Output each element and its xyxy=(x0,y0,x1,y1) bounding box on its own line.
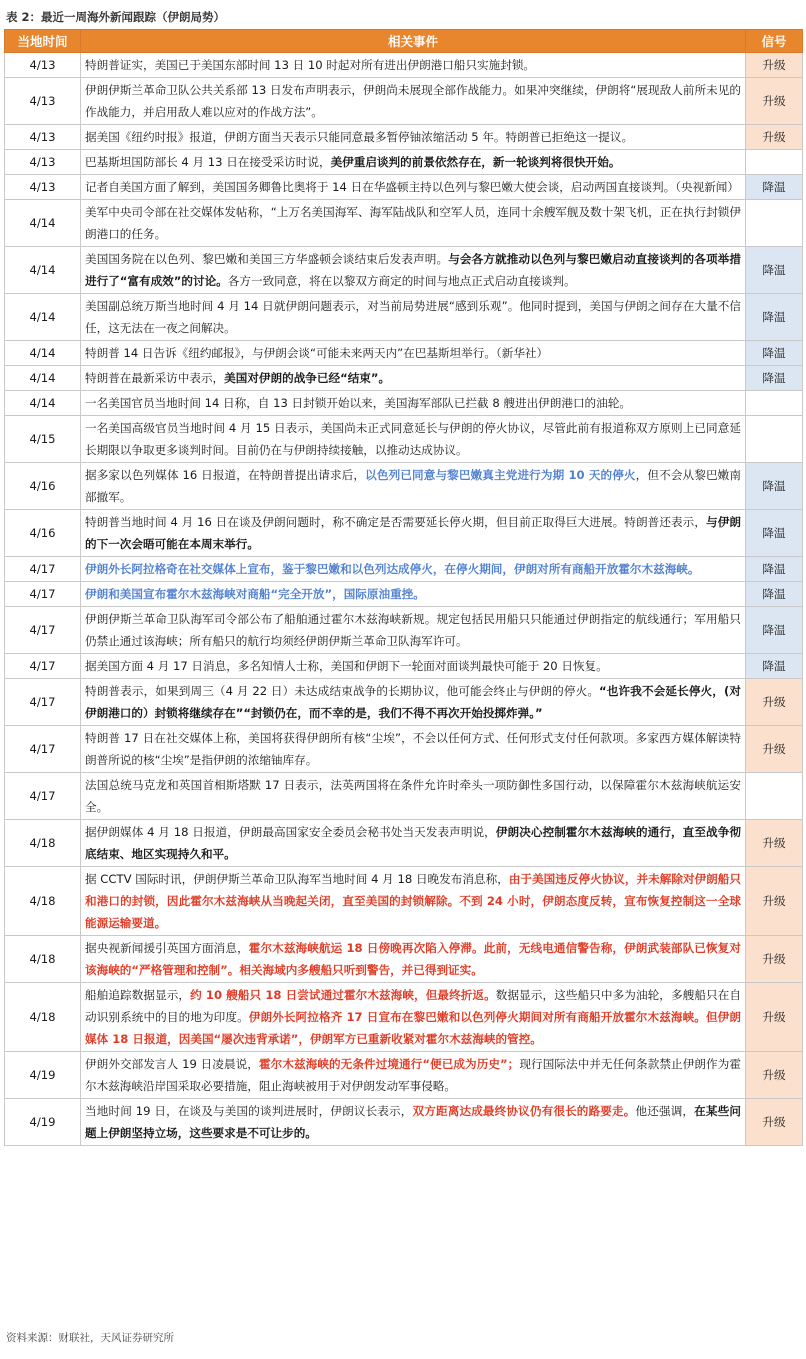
row-date: 4/17 xyxy=(5,773,81,820)
signal-badge: 降温 xyxy=(746,463,803,510)
signal-badge xyxy=(746,391,803,416)
table-row xyxy=(5,679,803,726)
event-text: 特朗普 17 日在社交媒体上称，美国将获得伊朗所有核“尘埃”，不会以任何方式、任何形式支付任何款项。多家西方媒体解读特朗普所说的核“尘埃”是指伊朗的浓缩铀库存。 xyxy=(85,731,741,767)
row-date: 4/19 xyxy=(5,1052,81,1099)
row-event xyxy=(81,867,746,936)
event-text: 据 CCTV 国际时讯，伊朗伊斯兰革命卫队海军当地时间 4 月 18 日晚发布消息称， xyxy=(85,872,509,886)
event-text: 霍尔木兹海峡的无条件过境通行“便已成为历史”； xyxy=(258,1057,520,1071)
signal-badge: 升级 xyxy=(746,936,803,983)
row-event xyxy=(81,247,746,294)
event-text: 记者自美国方面了解到，美国国务卿鲁比奥将于 14 日在华盛顿主持以色列与黎巴嫩大使会谈，启动两国直接谈判。（央视新闻） xyxy=(85,180,739,194)
row-event xyxy=(81,53,746,78)
table-row xyxy=(5,1099,803,1146)
table-row xyxy=(5,867,803,936)
table-row xyxy=(5,510,803,557)
row-event xyxy=(81,773,746,820)
row-event xyxy=(81,510,746,557)
event-text: 特朗普当地时间 4 月 16 日在谈及伊朗问题时，称不确定是否需要延长停火期，但目前正取得巨大进展。特朗普还表示， xyxy=(85,515,707,529)
event-text: 据伊朗媒体 4 月 18 日报道，伊朗最高国家安全委员会秘书处当天发表声明说， xyxy=(85,825,496,839)
signal-badge xyxy=(746,200,803,247)
row-event xyxy=(81,150,746,175)
table-row xyxy=(5,200,803,247)
table-row xyxy=(5,983,803,1052)
row-date: 4/13 xyxy=(5,150,81,175)
row-event xyxy=(81,366,746,391)
row-event xyxy=(81,582,746,607)
row-date: 4/14 xyxy=(5,247,81,294)
event-text: 特朗普证实，美国已于美国东部时间 13 日 10 时起对所有进出伊朗港口船只实施封锁。 xyxy=(85,58,536,72)
table-row xyxy=(5,607,803,654)
table-row xyxy=(5,391,803,416)
event-text: 由于美国违反停火协议，并未解除对伊朗船只和港口的封锁，因此霍尔木兹海峡从当晚起关闭，直至美国的封锁解除。不到 24 小时，伊朗态度反转，宣布恢复控制这一全球能源运输要道。 xyxy=(85,872,741,930)
event-text: 霍尔木兹海峡航运 18 日傍晚再次陷入停滞。此前，无线电通信警告称，伊朗武装部队已恢复对该海峡的“严格管理和控制”。相关海域内多艘船只听到警告，并已得到证实。 xyxy=(85,941,741,977)
event-text: 以色列已同意与黎巴嫩真主党进行为期 10 天的停火 xyxy=(365,468,636,482)
signal-badge: 升级 xyxy=(746,726,803,773)
row-date: 4/19 xyxy=(5,1099,81,1146)
row-date: 4/18 xyxy=(5,867,81,936)
event-text: 伊朗外交部发言人 19 日凌晨说， xyxy=(85,1057,259,1071)
row-event xyxy=(81,607,746,654)
event-text: 巴基斯坦国防部长 4 月 13 日在接受采访时说， xyxy=(85,155,331,169)
event-text: 美国副总统万斯当地时间 4 月 14 日就伊朗问题表示，对当前局势进展“感到乐观”。他同时提到，美国与伊朗之间存在大量不信任，这无法在一夜之间解决。 xyxy=(85,299,741,335)
row-date: 4/17 xyxy=(5,679,81,726)
table-row xyxy=(5,936,803,983)
table-row xyxy=(5,247,803,294)
table-row xyxy=(5,557,803,582)
signal-badge: 降温 xyxy=(746,175,803,200)
table-caption: 表 2：最近一周海外新闻跟踪（伊朗局势） xyxy=(6,10,226,24)
event-text: 约 10 艘船只 18 日尝试通过霍尔木兹海峡，但最终折返。 xyxy=(190,988,496,1002)
row-date: 4/16 xyxy=(5,510,81,557)
event-text: 与会各方就推动以色列与黎巴嫩启动直接谈判的各项举措进行了“富有成效”的讨论。 xyxy=(85,252,741,288)
table-row xyxy=(5,726,803,773)
event-text: 伊朗伊斯兰革命卫队海军司令部公布了船舶通过霍尔木兹海峡新规。规定包括民用船只只能通过伊朗指定的航线通行；军用船只仍禁止通过该海峡；所有船只的航行均须经伊朗伊斯兰革命卫队海军许可。 xyxy=(85,612,741,648)
table-row xyxy=(5,1052,803,1099)
header-signal: 信号 xyxy=(746,30,803,53)
row-date: 4/13 xyxy=(5,78,81,125)
row-date: 4/14 xyxy=(5,294,81,341)
event-text: 特朗普表示，如果到周三（4 月 22 日）未达成结束战争的长期协议，他可能会终止与伊朗的停火。 xyxy=(85,684,600,698)
signal-badge: 降温 xyxy=(746,341,803,366)
row-event xyxy=(81,1052,746,1099)
table-row xyxy=(5,125,803,150)
table-row xyxy=(5,78,803,125)
header-event: 相关事件 xyxy=(81,30,746,53)
table-row xyxy=(5,773,803,820)
event-text: 他还强调， xyxy=(635,1104,695,1118)
event-text: 伊朗和美国宣布霍尔木兹海峡对商船“完全开放”，国际原油重挫。 xyxy=(85,587,425,601)
event-text: 伊朗伊斯兰革命卫队公共关系部 13 日发布声明表示，伊朗尚未展现全部作战能力。如果冲突继续，伊朗将“展现敌人前所未见的作战能力，并启用敌人难以应对的作战方法”。 xyxy=(85,83,741,119)
event-text: 据央视新闻援引英国方面消息， xyxy=(85,941,249,955)
event-text: 在某些问题上伊朗坚持立场，这些要求是不可让步的。 xyxy=(85,1104,741,1140)
header-date: 当地时间 xyxy=(5,30,81,53)
table-row xyxy=(5,654,803,679)
signal-badge: 升级 xyxy=(746,53,803,78)
row-event xyxy=(81,200,746,247)
event-text: “也许我不会延长停火，(对伊朗港口的）封锁将继续存在”“封锁仍在，而不幸的是，我们不得不再次开始投掷炸弹。” xyxy=(85,684,741,720)
row-date: 4/18 xyxy=(5,820,81,867)
table-row xyxy=(5,294,803,341)
row-date: 4/17 xyxy=(5,726,81,773)
table-row xyxy=(5,341,803,366)
signal-badge: 升级 xyxy=(746,1052,803,1099)
news-table xyxy=(4,29,803,1146)
table-row xyxy=(5,366,803,391)
event-text: 船舶追踪数据显示， xyxy=(85,988,191,1002)
signal-badge: 升级 xyxy=(746,867,803,936)
event-text: 双方距离达成最终协议仍有很长的路要走。 xyxy=(412,1104,636,1118)
signal-badge: 升级 xyxy=(746,125,803,150)
signal-badge xyxy=(746,150,803,175)
row-date: 4/17 xyxy=(5,607,81,654)
signal-badge: 降温 xyxy=(746,247,803,294)
row-event xyxy=(81,175,746,200)
row-date: 4/17 xyxy=(5,654,81,679)
signal-badge: 升级 xyxy=(746,820,803,867)
signal-badge xyxy=(746,416,803,463)
row-event xyxy=(81,1099,746,1146)
table-row xyxy=(5,53,803,78)
table-row xyxy=(5,582,803,607)
event-text: 伊朗决心控制霍尔木兹海峡的通行，直至战争彻底结束、地区实现持久和平。 xyxy=(85,825,741,861)
table-row xyxy=(5,150,803,175)
row-date: 4/18 xyxy=(5,983,81,1052)
event-text: 当地时间 19 日，在谈及与美国的谈判进展时，伊朗议长表示， xyxy=(85,1104,413,1118)
signal-badge: 升级 xyxy=(746,1099,803,1146)
signal-badge: 降温 xyxy=(746,510,803,557)
signal-badge: 降温 xyxy=(746,294,803,341)
event-text: 伊朗外长阿拉格齐 17 日宣布在黎巴嫩和以色列停火期间对所有商船开放霍尔木兹海峡。但伊朗媒体 18 日报道，因美国“屡次违背承诺”，伊朗军方已重新收紧对霍尔木兹海峡的管控。 xyxy=(85,1010,741,1046)
event-text: 美国对伊朗的战争已经“结束”。 xyxy=(224,371,391,385)
row-event xyxy=(81,341,746,366)
row-event xyxy=(81,294,746,341)
signal-badge: 降温 xyxy=(746,582,803,607)
event-text: 据美国《纽约时报》报道，伊朗方面当天表示只能同意最多暂停铀浓缩活动 5 年。特朗普已拒绝这一提议。 xyxy=(85,130,634,144)
row-date: 4/13 xyxy=(5,53,81,78)
event-text: 美伊重启谈判的前景依然存在，新一轮谈判将很快开始。 xyxy=(330,155,621,169)
row-event xyxy=(81,679,746,726)
event-text: 据美国方面 4 月 17 日消息，多名知情人士称，美国和伊朗下一轮面对面谈判最快可能于 20 日恢复。 xyxy=(85,659,608,673)
row-event xyxy=(81,78,746,125)
event-text: 法国总统马克龙和英国首相斯塔默 17 日表示，法英两国将在条件允许时牵头一项防御性多国行动，以保障霍尔木兹海峡航运安全。 xyxy=(85,778,741,814)
row-date: 4/15 xyxy=(5,416,81,463)
signal-badge: 降温 xyxy=(746,654,803,679)
event-text: 数据显示，这些船只中多为油轮，多艘船只在自动识别系统中的目的地为印度。 xyxy=(85,988,741,1024)
event-text: 一名美国官员当地时间 14 日称，自 13 日封锁开始以来，美国海军部队已拦截 8 艘进出伊朗港口的油轮。 xyxy=(85,396,631,410)
signal-badge: 升级 xyxy=(746,78,803,125)
row-date: 4/17 xyxy=(5,557,81,582)
event-text: 特朗普 14 日告诉《纽约邮报》，与伊朗会谈“可能未来两天内”在巴基斯坦举行。（新华社） xyxy=(85,346,549,360)
row-date: 4/14 xyxy=(5,200,81,247)
signal-badge xyxy=(746,773,803,820)
event-text: 伊朗外长阿拉格奇在社交媒体上宣布，鉴于黎巴嫩和以色列达成停火，在停火期间，伊朗对所有商船开放霍尔木兹海峡。 xyxy=(85,562,700,576)
row-date: 4/17 xyxy=(5,582,81,607)
signal-badge: 降温 xyxy=(746,366,803,391)
signal-badge: 降温 xyxy=(746,607,803,654)
table-row xyxy=(5,463,803,510)
signal-badge: 降温 xyxy=(746,557,803,582)
row-event xyxy=(81,391,746,416)
event-text: 据多家以色列媒体 16 日报道，在特朗普提出请求后， xyxy=(85,468,366,482)
row-date: 4/13 xyxy=(5,175,81,200)
event-text: 与伊朗的下一次会晤可能在本周末举行。 xyxy=(85,515,741,551)
row-event xyxy=(81,557,746,582)
table-row xyxy=(5,820,803,867)
row-event xyxy=(81,654,746,679)
row-event xyxy=(81,416,746,463)
row-event xyxy=(81,936,746,983)
signal-badge: 升级 xyxy=(746,983,803,1052)
event-text: 美国国务院在以色列、黎巴嫩和美国三方华盛顿会谈结束后发表声明。 xyxy=(85,252,449,266)
row-date: 4/14 xyxy=(5,391,81,416)
event-text: 特朗普在最新采访中表示， xyxy=(85,371,225,385)
row-date: 4/14 xyxy=(5,366,81,391)
row-date: 4/14 xyxy=(5,341,81,366)
table-header-row xyxy=(5,30,803,53)
event-text: 现行国际法中并无任何条款禁止伊朗作为霍尔木兹海峡沿岸国采取必要措施，阻止海峡被用于对伊朗发动军事侵略。 xyxy=(85,1057,741,1093)
signal-badge: 升级 xyxy=(746,679,803,726)
table-row xyxy=(5,175,803,200)
row-date: 4/18 xyxy=(5,936,81,983)
event-text: 各方一致同意，将在以黎双方商定的时间与地点正式启动直接谈判。 xyxy=(227,274,576,288)
table-row xyxy=(5,416,803,463)
row-event xyxy=(81,983,746,1052)
event-text: ，但不会从黎巴嫩南部撤军。 xyxy=(85,468,741,504)
event-text: 美军中央司令部在社交媒体发帖称，“上万名美国海军、海军陆战队和空军人员，连同十余艘军舰及数十架飞机，正在执行封锁伊朗港口的任务。 xyxy=(85,205,741,241)
row-event xyxy=(81,125,746,150)
row-date: 4/13 xyxy=(5,125,81,150)
row-event xyxy=(81,726,746,773)
event-text: 一名美国高级官员当地时间 4 月 15 日表示，美国尚未正式同意延长与伊朗的停火协议，尽管此前有报道称双方原则上已同意延长期限以争取更多谈判时间。目前仍在与伊朗持续接触，以推动达成协议。 xyxy=(85,421,741,457)
row-event xyxy=(81,463,746,510)
row-event xyxy=(81,820,746,867)
row-date: 4/16 xyxy=(5,463,81,510)
source-note: 资料来源：财联社，天风证券研究所 xyxy=(6,1332,174,1344)
